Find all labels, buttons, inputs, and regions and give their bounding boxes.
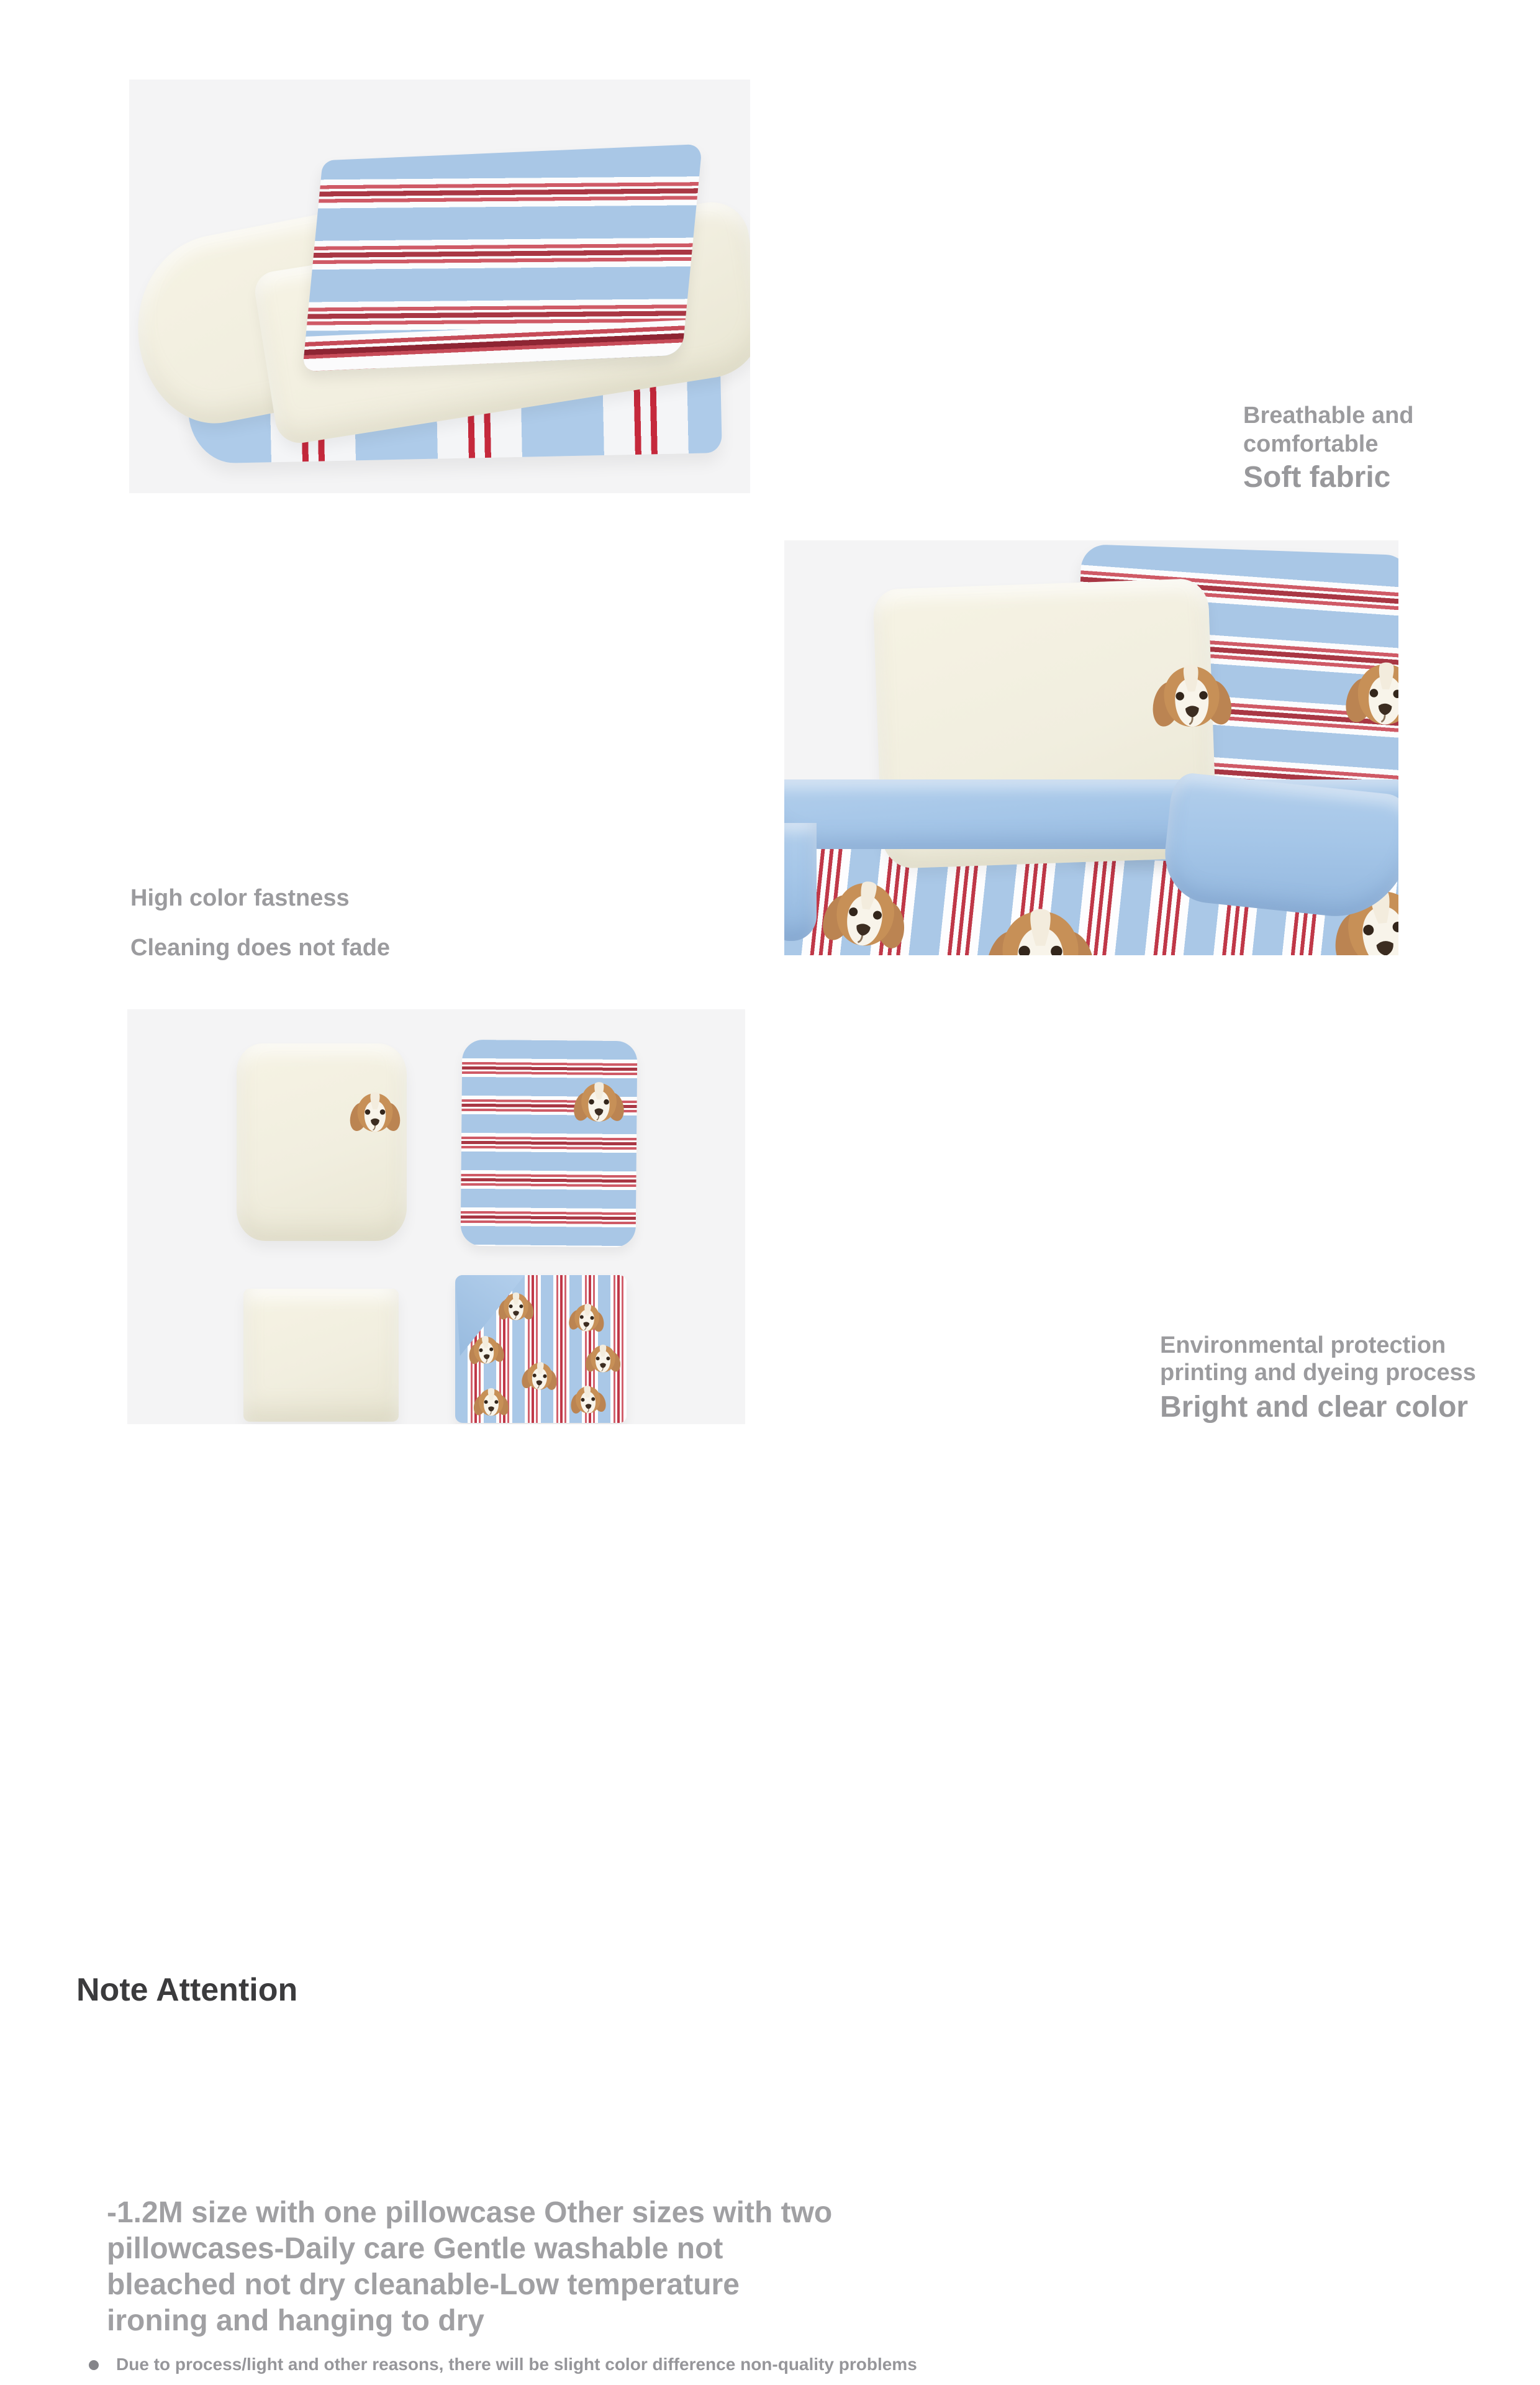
feature-soft-line2: comfortable <box>1243 431 1379 457</box>
bullet-dot-icon <box>89 2360 99 2370</box>
feature-eco-line1: Environmental protection <box>1160 1332 1446 1358</box>
duvet-cover <box>455 1275 627 1423</box>
disclaimer-row <box>89 2354 917 2375</box>
product-photo-bed-scene <box>784 540 1398 955</box>
dog-face-icon <box>566 1298 607 1338</box>
blue-duvet-edge <box>784 823 817 941</box>
dog-face-icon <box>816 867 914 955</box>
feature-eco-headline: Bright and clear color <box>1160 1391 1469 1424</box>
dog-face-icon <box>983 897 1098 955</box>
note-attention-title: Note Attention <box>76 1971 298 2008</box>
dog-face-icon <box>497 1289 535 1326</box>
care-instructions-line: pillowcases-Daily care Gentle washable not <box>107 2232 723 2265</box>
product-photo-flat-lay <box>127 1009 745 1424</box>
feature-soft-line1: Breathable and <box>1243 402 1414 429</box>
care-instructions-line: -1.2M size with one pillowcase Other sizes with two <box>107 2196 833 2229</box>
feature-soft-headline: Soft fabric <box>1243 461 1391 494</box>
dog-face-icon <box>1148 655 1235 742</box>
striped-folded-sheet <box>302 144 702 371</box>
pillowcase-striped <box>461 1040 638 1247</box>
dog-face-icon <box>1342 653 1398 740</box>
care-instructions <box>107 2195 832 2339</box>
dog-face-icon <box>520 1357 559 1397</box>
care-instructions-line: bleached not dry cleanable-Low temperature <box>107 2268 740 2301</box>
feature-eco-line2: printing and dyeing process <box>1160 1360 1476 1386</box>
dog-face-icon <box>572 1076 626 1130</box>
dog-face-icon <box>584 1341 622 1378</box>
dog-face-icon <box>466 1330 506 1371</box>
dog-face-icon <box>473 1384 510 1422</box>
flat-sheet <box>243 1289 399 1422</box>
product-photo-folded-set <box>129 80 750 493</box>
dog-face-icon <box>568 1381 608 1420</box>
feature-colorfast-line2: Cleaning does not fade <box>130 935 391 961</box>
care-instructions-line: ironing and hanging to dry <box>107 2304 484 2337</box>
feature-colorfast-line1: High color fastness <box>130 885 350 911</box>
disclaimer-text: Due to process/light and other reasons, there will be slight color difference non-quality problems <box>116 2355 917 2374</box>
dog-face-icon <box>348 1087 402 1140</box>
pillowcase-cream <box>237 1043 407 1241</box>
